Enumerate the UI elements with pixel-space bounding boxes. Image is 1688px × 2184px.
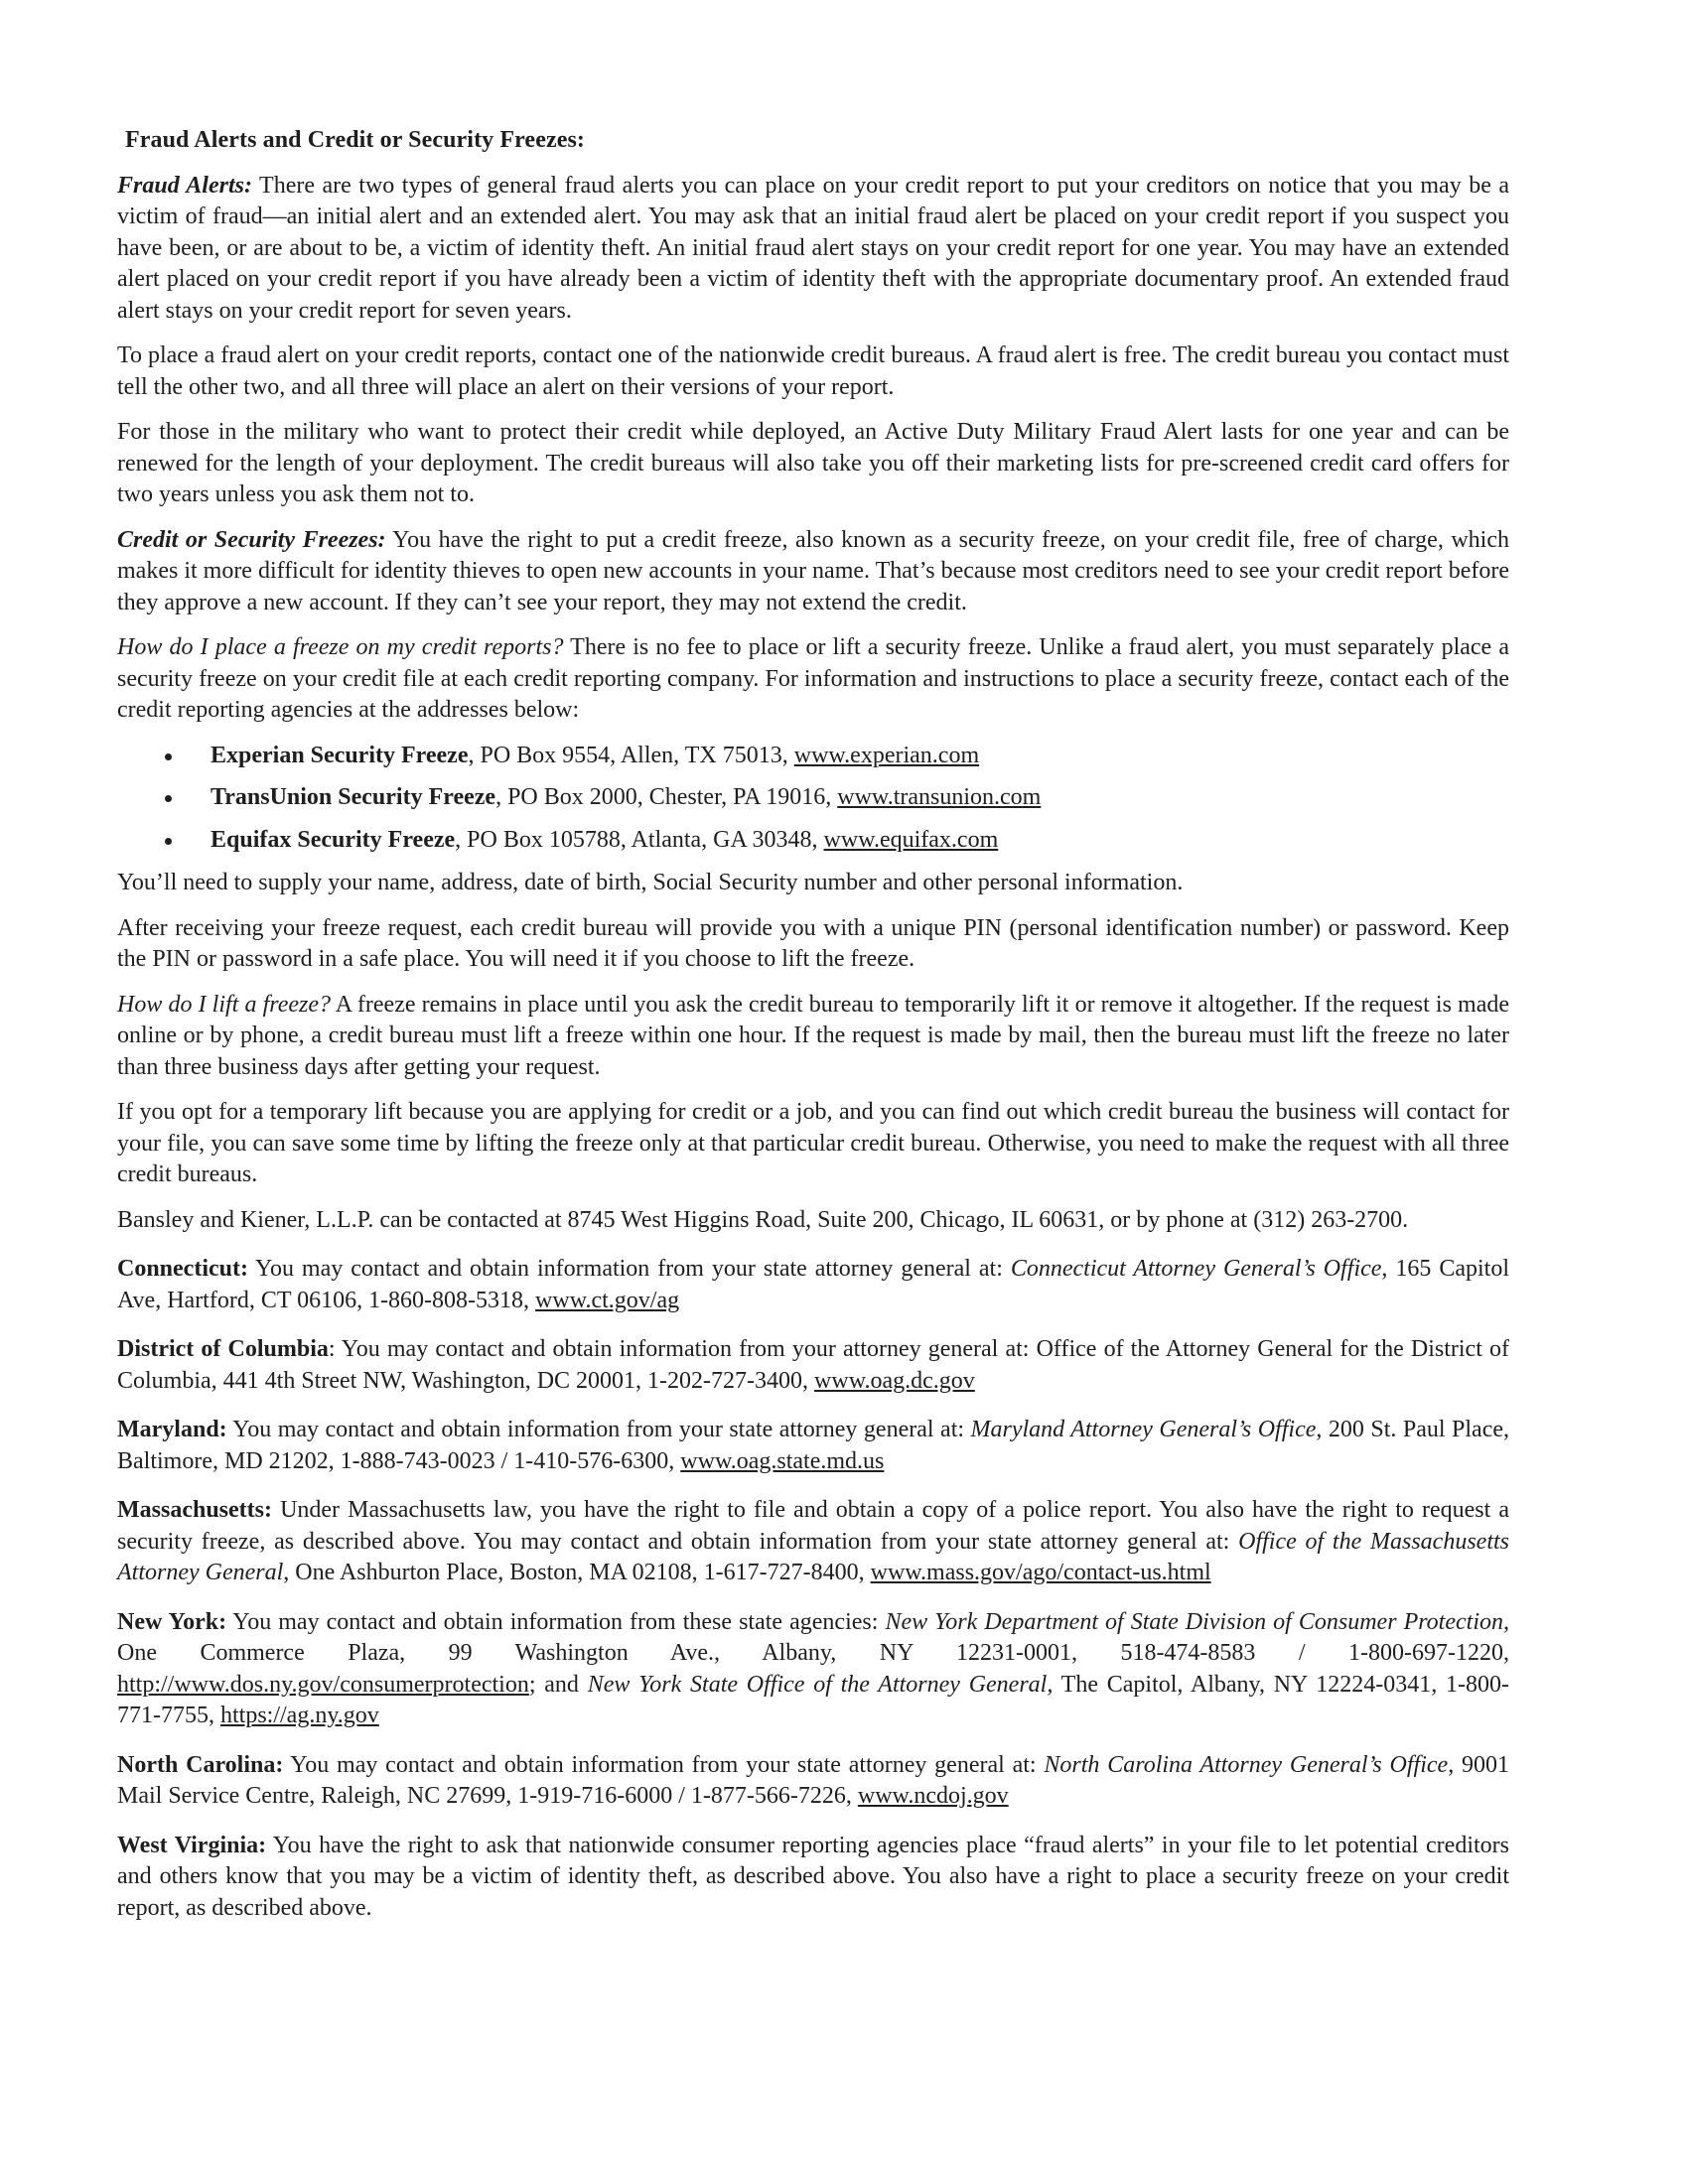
- fraud-alerts-lead: Fraud Alerts:: [117, 172, 252, 199]
- west-virginia-paragraph: [117, 1831, 1509, 1925]
- office-name: Connecticut Attorney General’s Office: [1010, 1256, 1382, 1282]
- state-label: New York:: [117, 1608, 227, 1635]
- dc-paragraph: [117, 1334, 1509, 1397]
- freezes-text: You have the right to put a credit freeze, also known as a security freeze, on your credit file, free of charge, which makes it more difficult for identity thieves to open new accounts in your name. That’s because most creditors need to see your credit report before they approve a new account. If they can’t see your report, they may not extend the credit.: [117, 526, 1510, 615]
- pin-info-paragraph: After receiving your freeze request, each credit bureau will provide you with a unique PIN (personal identification number) or password. Keep the PIN or password in a safe place. You will need it if you choose to lift the freeze.: [117, 914, 1509, 972]
- freezes-lead: Credit or Security Freezes:: [117, 526, 386, 553]
- state-text: You may contact and obtain information from your state attorney general at:: [226, 1417, 971, 1442]
- dc-link[interactable]: www.oag.dc.gov: [814, 1367, 975, 1394]
- state-label: District of Columbia: [117, 1336, 329, 1362]
- how-place-text: There is no fee to place or lift a security freeze. Unlike a fraud alert, you must separately place a security freeze on your credit file at each credit reporting company. For information and instructions to place a security freeze, contact each of the credit reporting agencies at the addresses below:: [117, 634, 1509, 723]
- how-lift-question: How do I lift a freeze?: [117, 991, 331, 1018]
- state-text: One Commerce Plaza, 99 Washington Ave., Albany, NY 12231-0001, 518-474-8583 / 1-800-697-1220,: [117, 1640, 1509, 1666]
- freezes-paragraph: [117, 525, 1509, 619]
- how-lift-paragraph: [117, 990, 1509, 1084]
- state-label: Maryland:: [117, 1417, 227, 1442]
- connecticut-paragraph: [117, 1254, 1509, 1316]
- office-name: Office of the Massachusetts Attorney General: [117, 1528, 1509, 1585]
- bureau-name: Experian Security Freeze: [211, 742, 469, 768]
- section-heading: Fraud Alerts and Credit or Security Freezes:: [125, 127, 585, 153]
- document-body: [117, 125, 1509, 1938]
- state-text: , One Ashburton Place, Boston, MA 02108, 1-617-727-8400,: [283, 1560, 871, 1585]
- state-text: ; and: [528, 1671, 588, 1698]
- north-carolina-link[interactable]: www.ncdoj.gov: [857, 1783, 1009, 1809]
- bureau-address: , PO Box 9554, Allen, TX 75013,: [468, 742, 794, 768]
- state-text: Under Massachusetts law, you have the right to file and obtain a copy of a police report. You also have the right to request a security freeze, as described above. You may contact and obtain information from your state attorney general at:: [117, 1497, 1509, 1555]
- ny-consumer-link[interactable]: http://www.dos.ny.gov/consumerprotection: [117, 1671, 529, 1698]
- how-place-paragraph: [117, 632, 1509, 727]
- bureau-name: Equifax Security Freeze: [211, 826, 456, 853]
- fraud-alerts-text: There are two types of general fraud alerts you can place on your credit report to put your creditors on notice that you may be a victim of fraud—an initial alert and an extended alert. You may ask that an initial fraud alert be placed on your credit report if you suspect you have been, or are about to be, a victim of identity theft. An initial fraud alert stays on your credit report for one year. You may have an extended alert placed on your credit report if you have already been a victim of identity theft with the appropriate documentary proof. An extended fraud alert stays on your credit report for seven years.: [117, 172, 1509, 324]
- how-lift-text: A freeze remains in place until you ask the credit bureau to temporarily lift it or remove it altogether. If the request is made online or by phone, a credit bureau must lift a freeze within one hour. If the request is made by mail, then the bureau must lift the freeze no later than three business days after getting your request.: [117, 991, 1510, 1080]
- fraud-alerts-paragraph: [117, 171, 1509, 328]
- equifax-link[interactable]: www.equifax.com: [823, 826, 999, 853]
- list-item-experian: [165, 741, 1509, 772]
- list-item-transunion: [165, 782, 1509, 814]
- bureau-address: , PO Box 105788, Atlanta, GA 30348,: [455, 826, 824, 853]
- contact-paragraph: Bansley and Kiener, L.L.P. can be contacted at 8745 West Higgins Road, Suite 200, Chicago, IL 60631, or by phone at (312) 263-2700.: [117, 1206, 1409, 1233]
- ny-ag-link[interactable]: https://ag.ny.gov: [220, 1703, 379, 1728]
- state-label: Massachusetts:: [117, 1497, 272, 1523]
- state-label: North Carolina:: [117, 1751, 284, 1778]
- bureau-address: , PO Box 2000, Chester, PA 19016,: [495, 784, 838, 810]
- massachusetts-link[interactable]: www.mass.gov/ago/contact-us.html: [870, 1560, 1211, 1585]
- list-item-equifax: [165, 825, 1509, 857]
- office-name: New York Department of State Division of Consumer Protection,: [885, 1608, 1509, 1635]
- state-text: You may contact and obtain information from these state agencies:: [226, 1608, 886, 1635]
- state-text: , 165 Capitol Ave, Hartford, CT 06106, 1-860-808-5318,: [117, 1256, 1509, 1313]
- office-name: Maryland Attorney General’s Office: [970, 1417, 1317, 1442]
- north-carolina-paragraph: [117, 1750, 1509, 1813]
- state-text: You have the right to ask that nationwide consumer reporting agencies place “fraud alerts” in your file to let potential creditors and others know that you may be a victim of identity theft, as described above. You also have a right to place a security freeze on your credit report, as described above.: [117, 1832, 1509, 1921]
- transunion-link[interactable]: www.transunion.com: [837, 784, 1042, 810]
- connecticut-link[interactable]: www.ct.gov/ag: [535, 1287, 680, 1313]
- place-alert-paragraph: To place a fraud alert on your credit reports, contact one of the nationwide credit bureaus. A fraud alert is free. The credit bureau you contact must tell the other two, and all three will place an alert on their versions of your report.: [117, 342, 1509, 400]
- bureau-name: TransUnion Security Freeze: [211, 784, 496, 810]
- state-text: , 200 St. Paul Place, Baltimore, MD 21202, 1-888-743-0023 / 1-410-576-6300,: [117, 1417, 1509, 1474]
- state-text: The Capitol, Albany, NY 12224-0341, 1-800-771-7755,: [117, 1671, 1509, 1728]
- state-text: , 9001 Mail Service Centre, Raleigh, NC 27699, 1-919-716-6000 / 1-877-566-7226,: [117, 1751, 1510, 1809]
- bureau-list: [117, 741, 1509, 857]
- new-york-paragraph: [117, 1607, 1509, 1732]
- temporary-lift-paragraph: If you opt for a temporary lift because you are applying for credit or a job, and you can find out which credit bureau the business will contact for your file, you can save some time by lifting the freeze only at that particular credit bureau. Otherwise, you need to make the request with all three credit bureaus.: [117, 1099, 1509, 1187]
- state-text: : You may contact and obtain information from your attorney general at: Office of the Attorney General for the District of Columbia, 441 4th Street NW, Washington, DC 20001, 1-202-727-3400,: [117, 1336, 1509, 1394]
- how-place-question: How do I place a freeze on my credit reports?: [117, 634, 564, 660]
- state-label: West Virginia:: [117, 1832, 267, 1858]
- maryland-paragraph: [117, 1415, 1509, 1477]
- office-name: North Carolina Attorney General’s Office: [1044, 1751, 1449, 1778]
- state-text: You may contact and obtain information from your state attorney general at:: [283, 1751, 1045, 1778]
- military-paragraph: For those in the military who want to protect their credit while deployed, an Active Duty Military Fraud Alert lasts for one year and can be renewed for the length of your deployment. The credit bureaus will also take you off their marketing lists for pre-screened credit card offers for two years unless you ask them not to.: [117, 419, 1509, 507]
- supply-info-paragraph: You’ll need to supply your name, address, date of birth, Social Security number and other personal information.: [117, 870, 1184, 895]
- massachusetts-paragraph: [117, 1495, 1509, 1589]
- experian-link[interactable]: www.experian.com: [793, 742, 980, 768]
- state-text: You may contact and obtain information from your state attorney general at:: [247, 1256, 1011, 1282]
- state-label: Connecticut:: [117, 1256, 248, 1282]
- office-name: New York State Office of the Attorney General,: [587, 1671, 1054, 1698]
- maryland-link[interactable]: www.oag.state.md.us: [680, 1447, 885, 1474]
